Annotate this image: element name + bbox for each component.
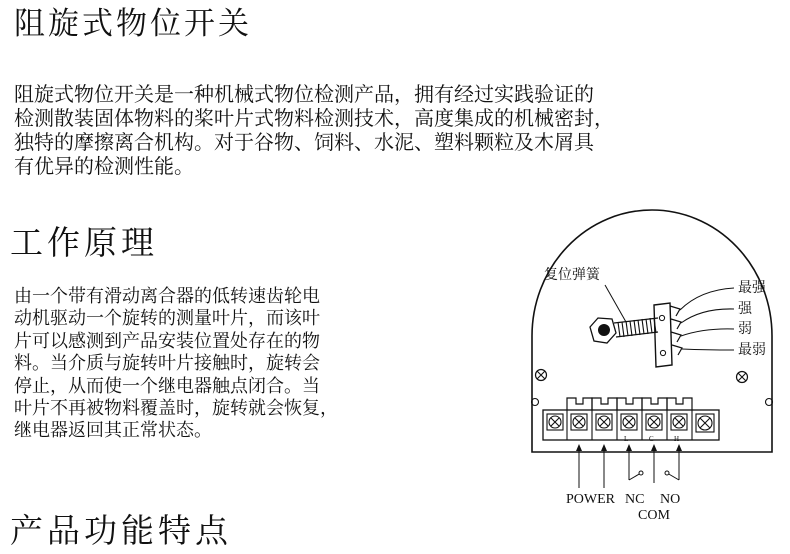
principle-line: 料。当介质与旋转叶片接触时，旋转会 [14,353,320,375]
strength-label-min: 最弱 [738,342,766,358]
strength-leaders [680,288,734,350]
terminal-mark-h: H [674,435,680,443]
principle-heading: 工作原理 [10,223,158,262]
principle-line: 停止，从而使一个继电器触点闭合。当 [14,375,320,397]
terminal-mark-c: C [649,435,654,443]
wiring-lines [579,448,679,488]
spring-leader [605,285,626,322]
no-label: NO [660,492,681,507]
intro-line: 阻旋式物位开关是一种机械式物位检测产品，拥有经过实践验证的 [14,82,594,106]
pivot-icon [590,318,616,343]
screw-icon-left [536,370,547,381]
strength-label-strong: 强 [738,301,752,317]
principle-line: 动机驱动一个旋转的测量叶片，而该叶 [14,308,320,330]
strength-label-max: 最强 [738,280,766,296]
principle-line: 由一个带有滑动离合器的低转速齿轮电 [14,286,320,307]
power-label: POWER [566,492,615,507]
strength-label-weak: 弱 [738,321,752,337]
screw-icon-right [737,372,748,383]
spring-label: 复位弹簧 [544,267,600,283]
intro-line: 检测散装固体物料的桨叶片式物料检测技术，高度集成的机械密封， [14,106,614,130]
com-label: COM [638,508,670,522]
page-title: 阻旋式物位开关 [14,6,252,42]
nc-label: NC [625,492,645,507]
terminal-block [532,398,773,440]
adjust-bracket [654,303,682,367]
principle-line: 片可以感测到产品安装位置处存在的物 [14,330,320,352]
spring-icon [614,318,658,337]
principle-line: 继电器返回其正常状态。 [14,420,212,442]
intro-line: 有优异的检测性能。 [14,154,194,178]
next-section-heading: 产品功能特点 [10,511,232,550]
principle-line: 叶片不再被物料覆盖时，旋转就会恢复， [14,398,338,420]
arrow-heads [576,444,682,451]
terminal-mark-l: L [624,435,629,443]
intro-line: 独特的摩擦离合机构。对于谷物、饲料、水泥、塑料颗粒及木屑具 [14,130,594,154]
